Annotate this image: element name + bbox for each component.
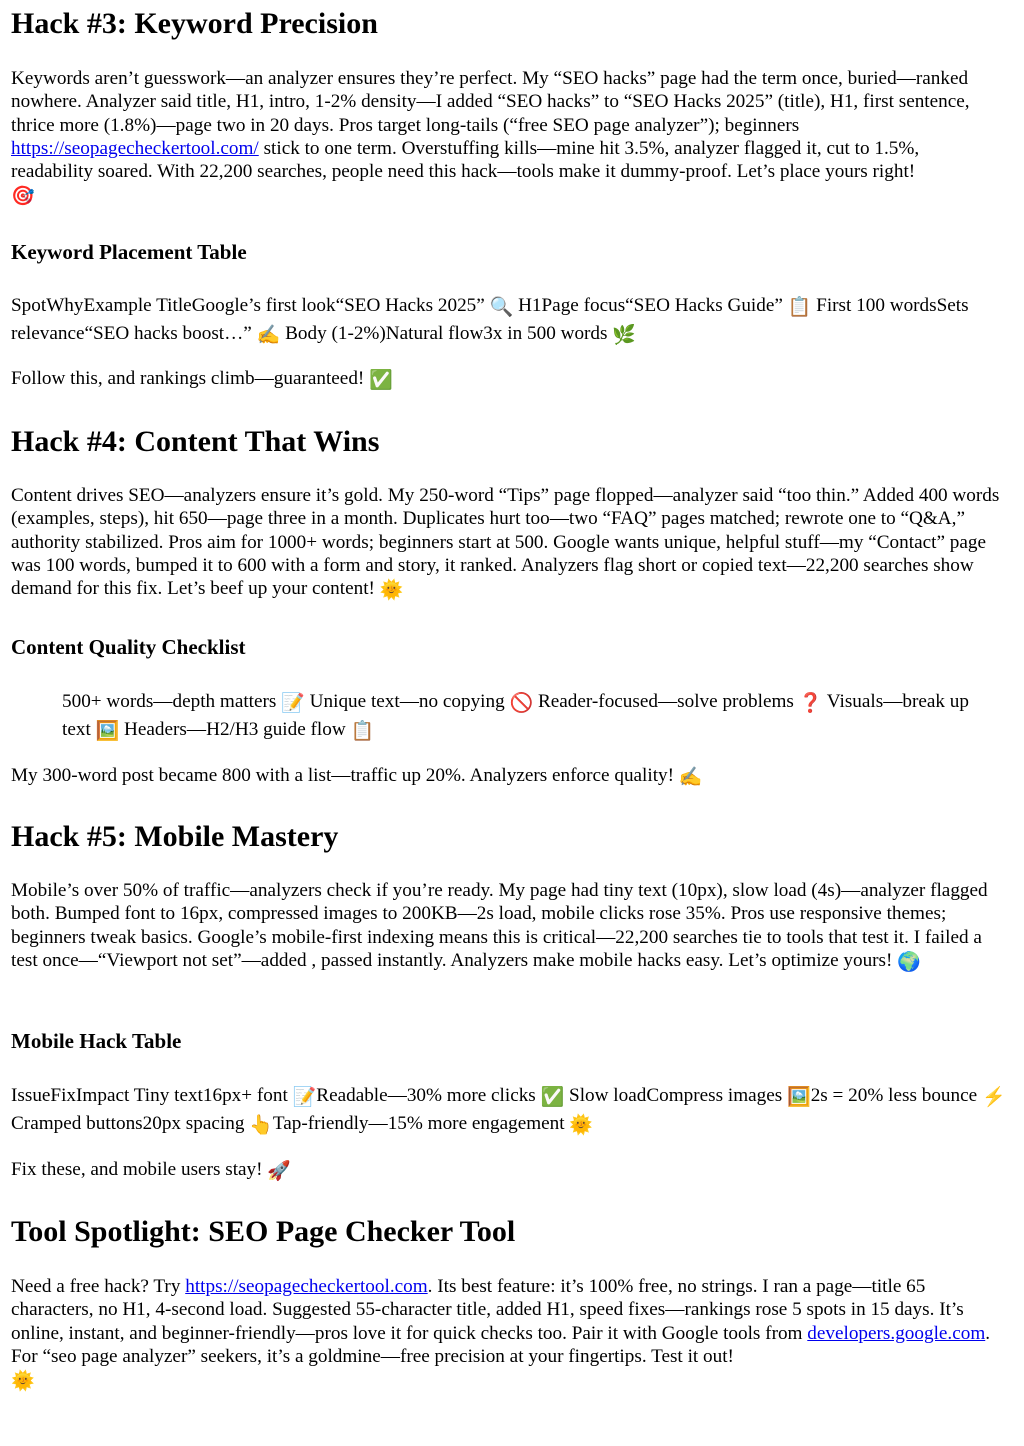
writing-hand-icon: ✍️ [256, 324, 281, 346]
hack4-paragraph [11, 484, 1015, 600]
hack5-paragraph [11, 879, 1011, 972]
keyword-table-row2: H1Page focus“SEO Hacks Guide” [513, 295, 788, 316]
rocket-icon: 🚀 [267, 1161, 291, 1182]
mobile-table-row2: Readable—30% more clicks [316, 1085, 541, 1106]
hack3-text: Keywords aren’t guesswork—an analyzer ensures they’re perfect. My “SEO hacks” page had the term once, buried—ranked nowhere. Analyzer said title, H1, intro, 1-2% density—I added “SEO hacks” to “SEO Hacks 2025” (title), H1, first sentence, thrice more (1.8%)—page two in 20 days. Pros target long-tails (“free SEO page analyzer”); beginners [11, 68, 970, 136]
mobile-table-row3: Slow loadCompress images [564, 1085, 788, 1106]
hack5-follow [11, 1158, 291, 1181]
hack4-follow-text: My 300-word post became 800 with a list—traffic up 20%. Analyzers enforce quality! [11, 765, 679, 786]
checklist-item-reader: Reader-focused—solve problems [533, 691, 799, 712]
hack4-follow [11, 764, 703, 787]
hack3-text-cont: stick to one term. Overstuffing kills—mine hit 3.5%, analyzer flagged it, cut to 1.5%, readability soared. With 22,200 searches, people need this hack—tools make it dummy-proof. Let’s place yours right! [11, 137, 920, 183]
hack5-heading: Hack #5: Mobile Mastery [11, 820, 339, 853]
checklist-item-words: 500+ words—depth matters [62, 691, 282, 712]
globe-icon: 🌍 [897, 951, 921, 973]
clipboard-icon: 📋 [350, 720, 375, 742]
writing-hand-icon: ✍️ [678, 767, 703, 788]
magnifier-icon: 🔍 [489, 297, 514, 318]
content-checklist [11, 688, 1005, 743]
check-mark-icon: ✅ [540, 1087, 565, 1108]
mobile-table-row5: Cramped buttons20px spacing [11, 1112, 250, 1134]
mobile-table-text [11, 1082, 1011, 1137]
spotlight-text: Need a free hack? Try [11, 1276, 186, 1297]
keyword-table-text [11, 292, 1001, 347]
picture-icon: 🖼️ [787, 1087, 811, 1108]
lightning-icon: ⚡ [981, 1087, 1006, 1108]
memo-icon: 📝 [292, 1087, 317, 1108]
hack5-follow-text: Fix these, and mobile users stay! [11, 1159, 268, 1180]
memo-icon: 📝 [281, 693, 305, 714]
sun-icon: 🌞 [379, 580, 404, 602]
question-mark-icon: ❓ [798, 693, 823, 714]
mobile-table-row1: IssueFixImpact Tiny text16px+ font [11, 1085, 293, 1106]
spotlight-paragraph [11, 1275, 1011, 1391]
google-developers-link[interactable]: developers.google.com [807, 1322, 986, 1344]
mobile-table-row6: Tap-friendly—15% more engagement [272, 1112, 570, 1134]
spotlight-text-end: . For “seo page analyzer” seekers, it’s a goldmine—free precision at your fingertips. Test it out! [11, 1322, 991, 1367]
hack3-heading: Hack #3: Keyword Precision [11, 7, 378, 40]
target-icon: 🎯 [11, 186, 35, 208]
seopagechecker-tool-link[interactable]: https://seopagecheckertool.com [185, 1276, 428, 1297]
sun-icon: 🌞 [569, 1114, 594, 1136]
keyword-table-row3: First 100 wordsSets relevance“SEO hacks boost…” [11, 295, 969, 344]
checklist-item-headers: Headers—H2/H3 guide flow [119, 718, 351, 740]
hack4-heading: Hack #4: Content That Wins [11, 425, 380, 458]
hack3-follow-text: Follow this, and rankings climb—guaranteed! [11, 368, 370, 389]
sun-icon: 🌞 [11, 1371, 35, 1393]
mobile-table-heading: Mobile Hack Table [11, 1029, 182, 1053]
checklist-item-unique: Unique text—no copying [304, 691, 510, 712]
hack5-text: Mobile’s over 50% of traffic—analyzers check if you’re ready. My page had tiny text (10px), slow load (4s)—analyzer flagged both. Bumped font to 16px, compressed images to 200KB—2s load, mobile clicks rose 35%. Pros use responsive themes; beginners tweak basics. Google’s mobile-first indexing means this is critical—22,200 searches tie to tools that test it. I failed a test once—“Viewport not set”—added , passed instantly. Analyzers make mobile hacks easy. Let’s optimize yours! [11, 880, 988, 971]
check-mark-icon: ✅ [369, 370, 393, 391]
mobile-table-row4: 2s = 20% less bounce [810, 1085, 982, 1106]
picture-icon: 🖼️ [95, 720, 120, 742]
keyword-table-row1: SpotWhyExample TitleGoogle’s first look“SEO Hacks 2025” [11, 295, 490, 316]
hack3-follow [11, 367, 393, 390]
clipboard-icon: 📋 [787, 297, 812, 318]
spotlight-heading: Tool Spotlight: SEO Page Checker Tool [11, 1215, 516, 1248]
pointing-hand-icon: 👆 [249, 1114, 273, 1136]
hack4-text: Content drives SEO—analyzers ensure it’s gold. My 250-word “Tips” page flopped—analyzer said “too thin.” Added 400 words (examples, steps), hit 650—page three in a month. Duplicates hurt too—two “FAQ” pages matched; rewrote one to “Q&A,” authority stabilized. Pros aim for 1000+ words; beginners start at 500. Google wants unique, helpful stuff—my “Contact” page was 100 words, bumped it to 600 with a form and story, it ranked. Analyzers flag short or copied text—22,200 searches show demand for this fix. Let’s beef up your content! [11, 485, 1000, 600]
spotlight-text-cont: . Its best feature: it’s 100% free, no strings. I ran a page—title 65 characters, no H1, 4-second load. Suggested 55-character title, added H1, speed fixes—rankings rose 5 spots in 15 days. It’s online, instant, and beginner-friendly—pros love it for quick checks too. Pair it with Google tools from [11, 1276, 964, 1344]
seopagechecker-link[interactable]: https://seopagecheckertool.com/ [11, 137, 259, 159]
checklist-item-visuals: Visuals—break up text [62, 691, 969, 740]
keyword-table-heading: Keyword Placement Table [11, 240, 247, 264]
hack3-paragraph [11, 67, 1001, 207]
prohibited-icon: 🚫 [509, 693, 534, 714]
content-checklist-heading: Content Quality Checklist [11, 635, 246, 659]
keyword-table-row4: Body (1-2%)Natural flow3x in 500 words [280, 322, 613, 344]
herb-icon: 🌿 [612, 324, 636, 346]
